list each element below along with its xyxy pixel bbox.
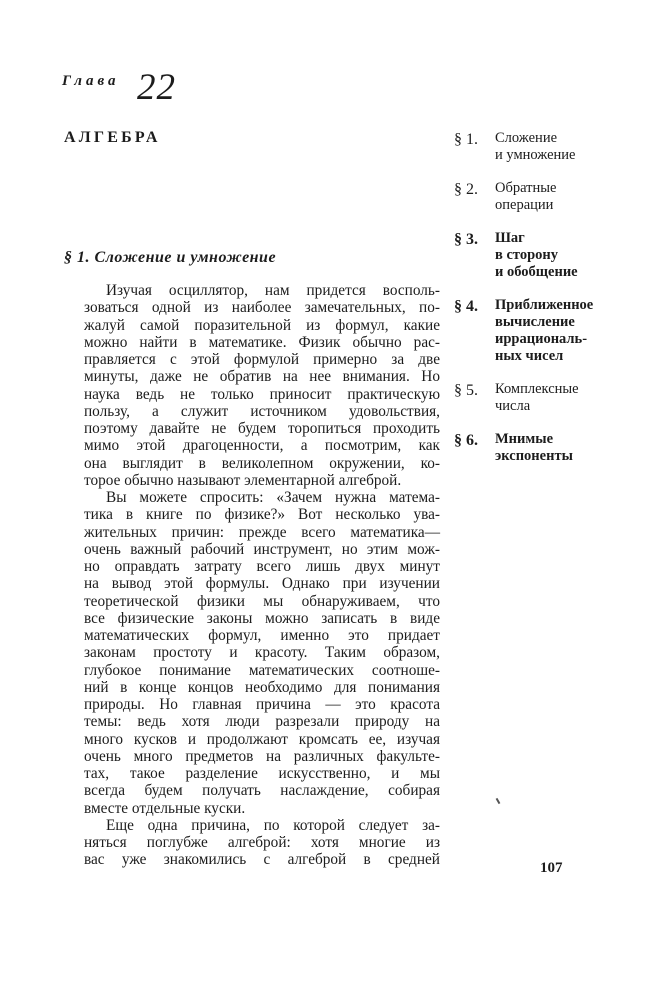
text-line: ний в конце концов необходимо для понимания xyxy=(84,678,440,696)
text-line: природы. Но главная причина — это красота xyxy=(84,696,440,713)
text-line: законам простоту и красоту. Таким образом, xyxy=(84,644,440,662)
toc-entry xyxy=(454,180,644,214)
page-number: 107 xyxy=(540,860,563,876)
toc-entry-number: § 5. xyxy=(454,382,478,399)
text-line: тах, такое разделение искусственно, и мы xyxy=(84,765,440,782)
text-line: глубокое понимание математических соотноше- xyxy=(84,661,440,679)
text-line: очень много предметов на различных факульте- xyxy=(84,747,440,765)
text-line: поэтому давайте не будем торопиться проходить xyxy=(84,420,440,437)
text-line: торое обычно называют элементарной алгеброй. xyxy=(84,471,402,489)
text-line: все физические законы можно записать в виде xyxy=(84,609,440,627)
chapter-title: АЛГЕБРА xyxy=(64,129,161,146)
toc-entry-title: Сложение и умножение xyxy=(495,130,576,163)
chapter-contents xyxy=(454,130,644,481)
toc-entry-number: § 1. xyxy=(454,131,478,148)
toc-entry-title: Комплексные числа xyxy=(495,381,579,414)
text-line: зоваться одной из наиболее замечательных, по- xyxy=(84,299,440,317)
toc-entry xyxy=(454,297,644,365)
text-line: много кусков и продолжают кромсать ее, изучая xyxy=(84,730,440,748)
text-line: пользу, а служит источником удовольствия, xyxy=(84,402,440,420)
toc-entry xyxy=(454,431,644,465)
text-line: няться поглубже алгеброй: хотя многие из xyxy=(84,834,440,851)
toc-entry-title: Приближенное вычисление иррациональ- ных чисел xyxy=(495,297,594,364)
text-line: но оправдать затрату всего лишь двух минут xyxy=(84,558,440,575)
chapter-label: Глава xyxy=(62,73,120,89)
toc-entry xyxy=(454,381,644,415)
text-line: на вывод этой формулы. Однако при изучении xyxy=(84,575,440,593)
toc-entry-number: § 3. xyxy=(454,231,478,248)
text-line: она выглядит в великолепном окружении, ко- xyxy=(84,454,440,472)
toc-entry-title: Шаг в сторону и обобщение xyxy=(495,230,578,280)
toc-entry-number: § 2. xyxy=(454,181,478,198)
text-line: Вы можете спросить: «Зачем нужна матема- xyxy=(106,489,440,506)
toc-entry xyxy=(454,130,644,164)
text-line: очень важный рабочий инструмент, но этим мож- xyxy=(84,540,440,558)
toc-entry xyxy=(454,230,644,281)
toc-entry-title: Обратные операции xyxy=(495,180,557,213)
text-line: тика в книге по физике?» Вот несколько ува- xyxy=(84,506,440,524)
text-line: минуты, даже не обратив на нее внимания. Но xyxy=(84,368,440,386)
text-line: всегда будем получать наслаждение, собирая xyxy=(84,782,440,800)
toc-entry-number: § 6. xyxy=(454,432,478,449)
text-line: вас уже знакомились с алгеброй в средней xyxy=(84,851,440,869)
text-line: можно найти в математике. Физик обычно рас- xyxy=(84,333,440,351)
text-line: Изучая осциллятор, нам придется восполь- xyxy=(106,282,440,299)
chapter-number: 22 xyxy=(137,67,176,108)
text-line: наука ведь не только приносит практическую xyxy=(84,385,440,403)
text-line: жительных причин: прежде всего математика— xyxy=(84,523,440,541)
text-line: правляется с этой формулой примерно за две xyxy=(84,351,440,368)
text-line: жалуй самой поразительной из формул, какие xyxy=(84,316,440,334)
section-heading: § 1. Сложение и умножение xyxy=(64,249,277,266)
toc-entry-number: § 4. xyxy=(454,298,478,315)
text-line: Еще одна причина, по которой следует за- xyxy=(106,816,440,834)
text-line: теоретической физики мы обнаруживаем, что xyxy=(84,592,440,610)
print-speck xyxy=(496,798,501,804)
text-line: мимо этой драгоценности, а посмотрим, как xyxy=(84,437,440,455)
toc-entry-title: Мнимые экспоненты xyxy=(495,431,573,464)
text-line: математических формул, именно это придает xyxy=(84,627,440,644)
body-text xyxy=(84,282,440,869)
text-line: темы: ведь хотя люди разрезали природу на xyxy=(84,713,440,731)
text-line: вместе отдельные куски. xyxy=(84,799,246,817)
